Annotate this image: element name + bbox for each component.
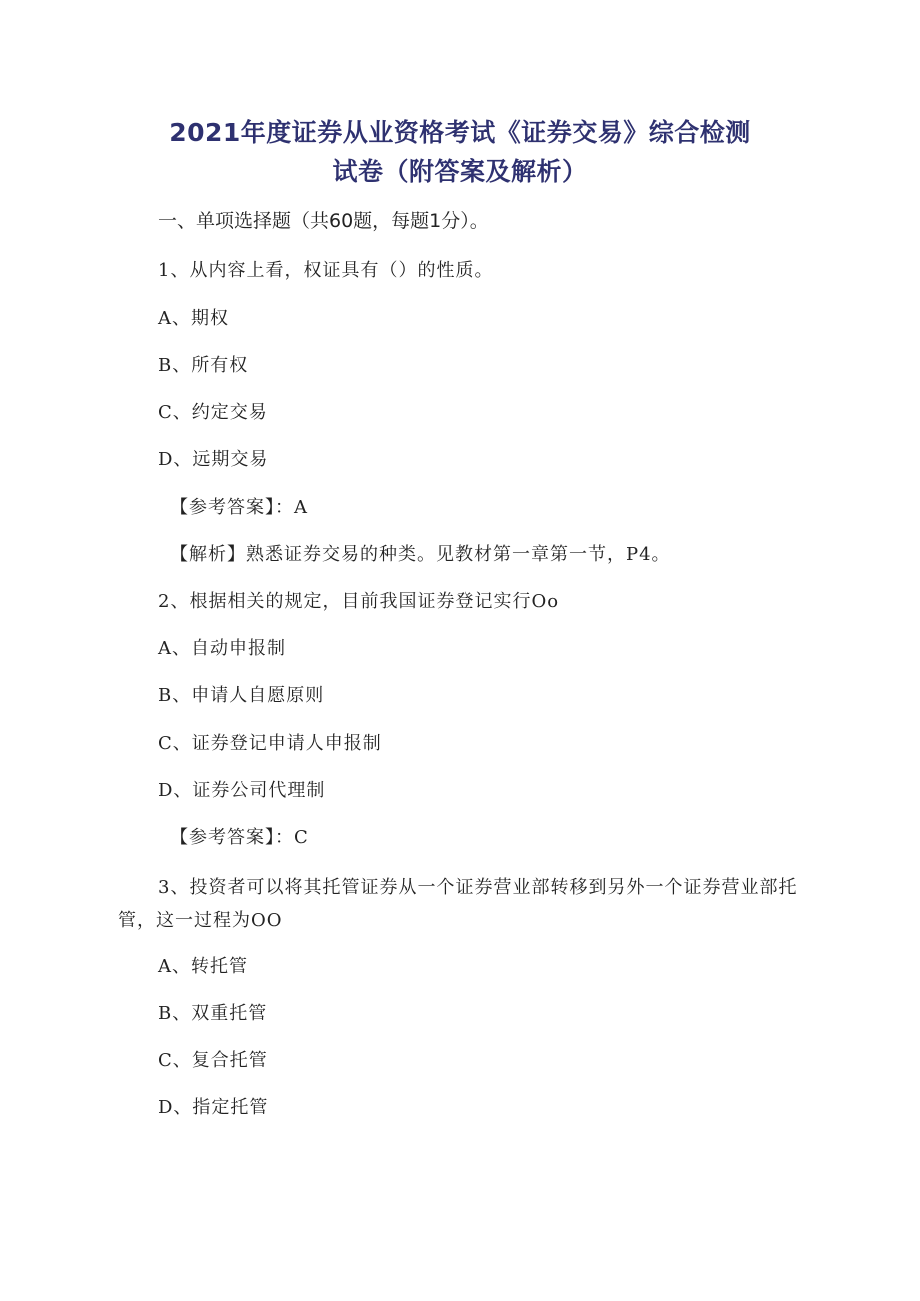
document-title-line-1: 2021年度证券从业资格考试《证券交易》综合检测 <box>169 118 751 147</box>
question-3-stem: 3、投资者可以将其托管证券从一个证券营业部转移到另外一个证券营业部托管，这一过程为OO <box>118 877 798 931</box>
question-2-stem: 2、根据相关的规定，目前我国证券登记实行Oo <box>158 591 560 612</box>
question-1-analysis: 【解析】熟悉证券交易的种类。见教材第一章第一节，P4。 <box>170 544 671 565</box>
document-title-line-2: 试卷（附答案及解析） <box>332 157 588 186</box>
question-2-option-a: A、自动申报制 <box>158 638 286 659</box>
question-2-option-c: C、证券登记申请人申报制 <box>158 733 382 754</box>
question-1-option-b: B、所有权 <box>158 355 249 376</box>
question-1-option-d: D、远期交易 <box>158 449 269 470</box>
question-2-option-b: B、申请人自愿原则 <box>158 685 325 706</box>
question-3-option-c: C、复合托管 <box>158 1050 268 1071</box>
question-1-option-a: A、期权 <box>158 308 229 329</box>
question-3-option-d: D、指定托管 <box>158 1097 269 1118</box>
question-1-answer: 【参考答案】：A <box>170 497 308 518</box>
section-heading: 一、单项选择题（共60题，每题1分）。 <box>158 210 489 232</box>
question-2-answer: 【参考答案】：C <box>170 827 309 848</box>
question-2-option-d: D、证券公司代理制 <box>158 780 326 801</box>
question-3-option-a: A、转托管 <box>158 956 248 977</box>
question-1-stem: 1、从内容上看，权证具有（）的性质。 <box>158 260 494 281</box>
question-3-option-b: B、双重托管 <box>158 1003 268 1024</box>
question-1-option-c: C、约定交易 <box>158 402 268 423</box>
